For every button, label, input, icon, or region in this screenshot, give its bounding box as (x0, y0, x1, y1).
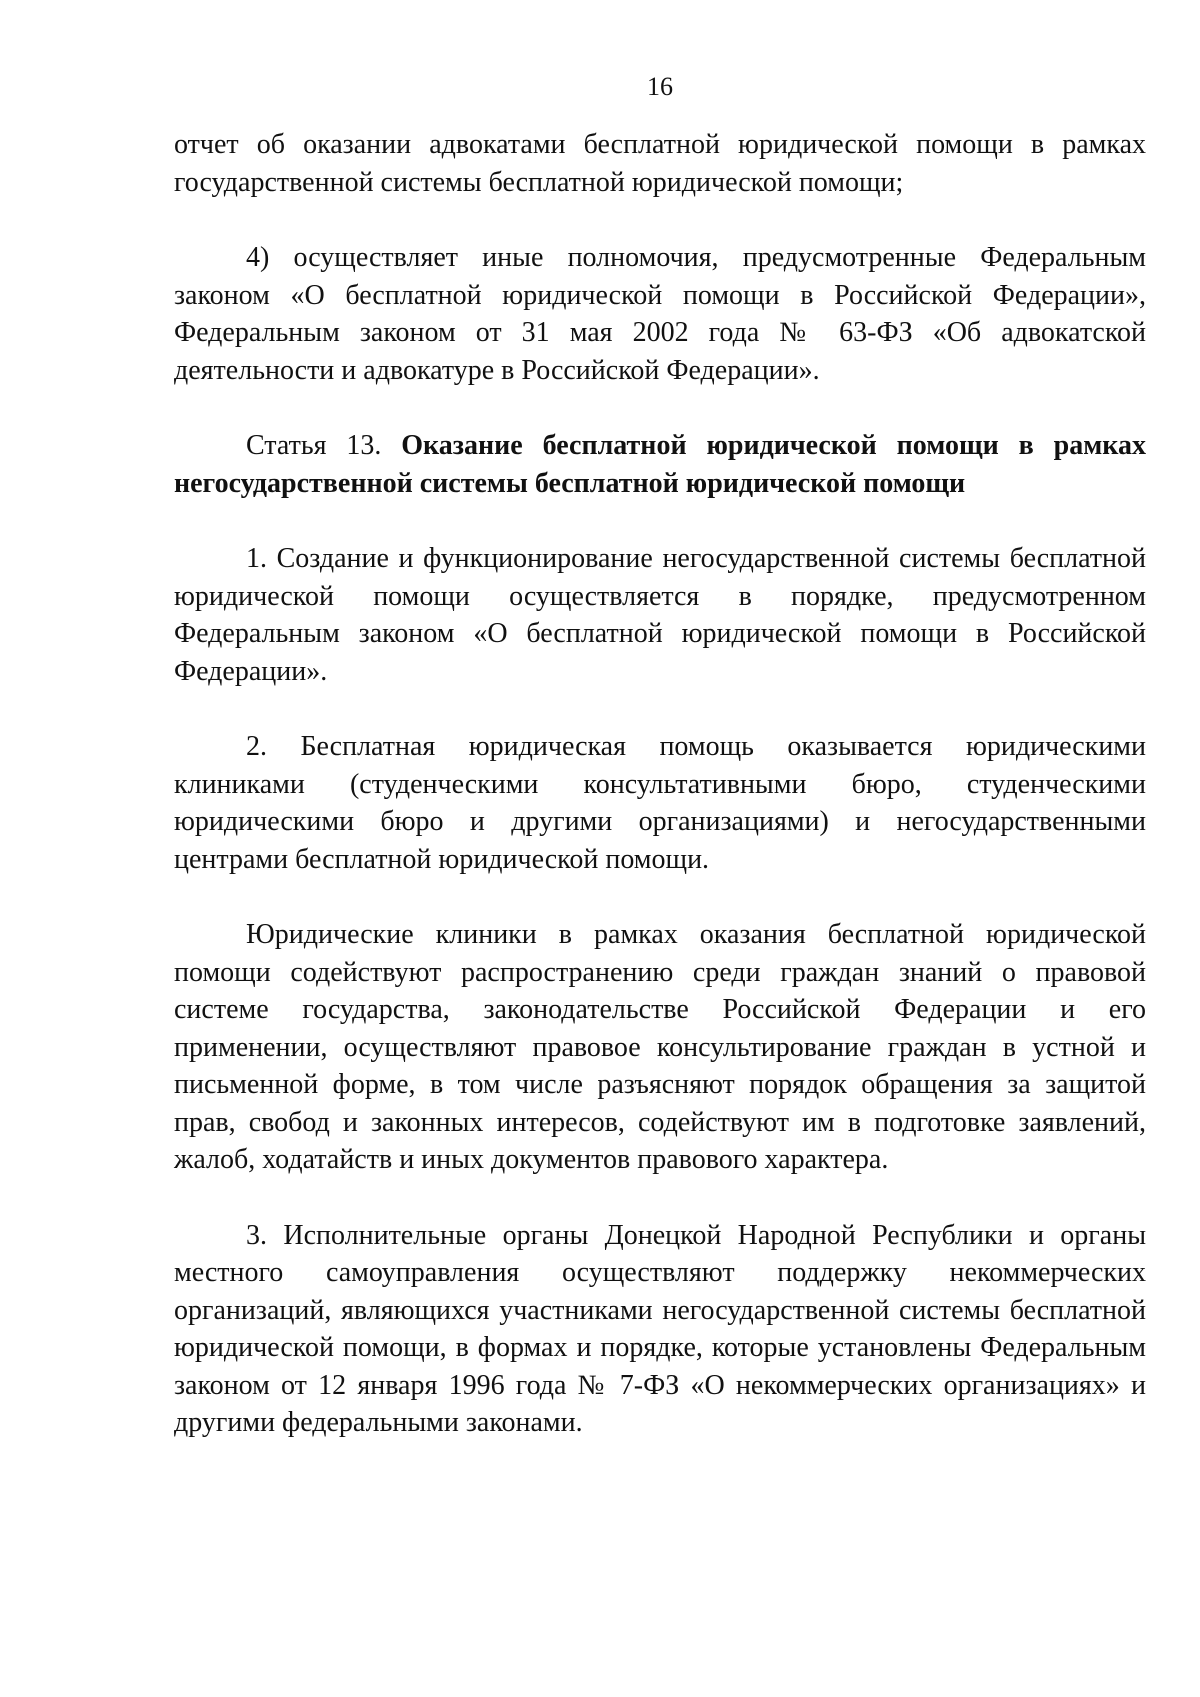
page-number: 16 (647, 72, 673, 101)
document-body (174, 126, 1146, 1442)
article-heading (174, 427, 1146, 502)
paragraph-clause-2: 2. Бесплатная юридическая помощь оказывается юридическими клиниками (студенческими консультативными бюро, студенческими юридическими бюро и другими организациями) и негосударственными центрами бесплатной юридической помощи. (174, 731, 1146, 875)
paragraph-clause-1: 1. Создание и функционирование негосударственной системы бесплатной юридической помощи осуществляется в порядке, предусмотренном Федеральным законом «О бесплатной юридической помощи в Российской Федерации». (174, 543, 1146, 687)
paragraph-legal-clinics: Юридические клиники в рамках оказания бесплатной юридической помощи содействуют распространению среди граждан знаний о правовой системе государства, законодательстве Российской Федерации и его применении, осуществляют правовое консультирование граждан в устной и письменной форме, в том числе разъясняют порядок обращения за защитой прав, свобод и законных интересов, содействуют им в подготовке заявлений, жалоб, ходатайств и иных документов правового характера. (174, 919, 1146, 1175)
article-label: Статья 13. (246, 430, 382, 461)
paragraph-item-4: 4) осуществляет иные полномочия, предусмотренные Федеральным законом «О бесплатной юридической помощи в Российской Федерации», Федеральным законом от 31 мая 2002 года № 63-ФЗ «Об адвокатской деятельности и адвокатуре в Российской Федерации». (174, 242, 1146, 386)
paragraph-clause-3: 3. Исполнительные органы Донецкой Народной Республики и органы местного самоуправления осуществляют поддержку некоммерческих организаций, являющихся участниками негосударственной системы бесплатной юридической помощи, в формах и порядке, которые установлены Федеральным законом от 12 января 1996 года № 7-ФЗ «О некоммерческих организациях» и другими федеральными законами. (174, 1219, 1146, 1438)
article-title: Оказание бесплатной юридической помощи в рамках негосударственной системы бесплатной юридической помощи (174, 430, 1146, 499)
paragraph-continuation: отчет об оказании адвокатами бесплатной юридической помощи в рамках государственной системы бесплатной юридической помощи; (174, 129, 1146, 198)
